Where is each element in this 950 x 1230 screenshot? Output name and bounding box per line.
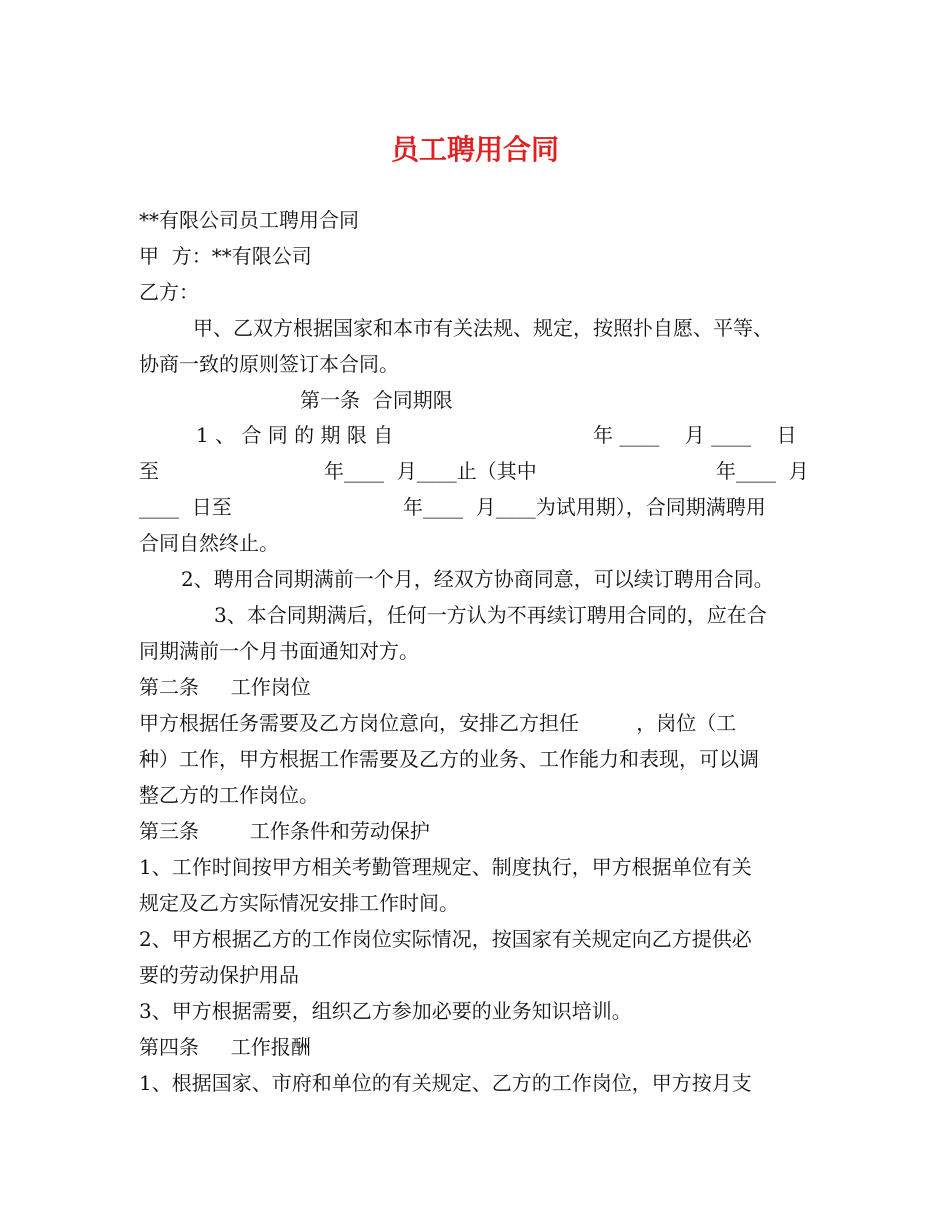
article-2-line-3: 整乙方的工作岗位。 xyxy=(139,783,319,807)
renewal-clause: 2、聘用合同期满前一个月，经双方协商同意，可以续订聘用合同。 xyxy=(181,567,774,591)
preamble-line-2: 协商一致的原则签订本合同。 xyxy=(139,352,399,376)
term-line-1-start: 1 、 合 同 的 期 限 自 xyxy=(196,423,394,447)
non-renewal-clause-2: 同期满前一个月书面通知对方。 xyxy=(139,639,419,663)
document-title: 员工聘用合同 xyxy=(390,133,559,166)
preamble-line-1: 甲、乙双方根据国家和本市有关法规、规定，按照扑自愿、平等、 xyxy=(193,316,773,340)
article-2-line-2: 种）工作，甲方根据工作需要及乙方的业务、工作能力和表现，可以调 xyxy=(139,747,759,771)
party-b-line: 乙方： xyxy=(139,280,199,304)
term-line-2-date: 年____ 月____止（其中 xyxy=(324,459,537,483)
article-3-item-1-line-1: 1、工作时间按甲方相关考勤管理规定、制度执行，甲方根据单位有关 xyxy=(139,855,752,879)
article-3-item-2-line-1: 2、甲方根据乙方的工作岗位实际情况，按国家有关规定向乙方提供必 xyxy=(139,927,752,951)
term-line-3-trial-end: 年____ 月____为试用期），合同期满聘用 xyxy=(403,495,766,519)
article-4-item-1-line-1: 1、根据国家、市府和单位的有关规定、乙方的工作岗位，甲方按月支 xyxy=(139,1071,752,1095)
article-3-item-3: 3、甲方根据需要，组织乙方参加必要的业务知识培训。 xyxy=(139,999,632,1023)
party-a-line: 甲 方：**有限公司 xyxy=(139,244,312,268)
term-line-2-trial-start: 年____ 月 xyxy=(716,459,809,483)
term-line-2-to: 至 xyxy=(139,459,159,483)
article-2-heading: 第二条 工作岗位 xyxy=(139,675,311,699)
article-3-heading: 第三条 工作条件和劳动保护 xyxy=(139,819,430,843)
company-contract-heading: **有限公司员工聘用合同 xyxy=(139,208,359,232)
article-3-item-2-line-2: 要的劳动保护用品 xyxy=(139,963,299,987)
term-line-3-day: ____ 日至 xyxy=(139,495,232,519)
article-3-item-1-line-2: 规定及乙方实际情况安排工作时间。 xyxy=(139,891,459,915)
term-line-4: 合同自然终止。 xyxy=(139,531,279,555)
article-1-heading: 第一条 合同期限 xyxy=(300,388,453,412)
article-2-line-1: 甲方根据任务需要及乙方岗位意向，安排乙方担任 ，岗位（工 xyxy=(139,711,737,735)
non-renewal-clause-1: 3、本合同期满后，任何一方认为不再续订聘用合同的，应在合 xyxy=(214,603,767,627)
term-line-1-date: 年 ____ 月 ____ 日 xyxy=(593,423,797,447)
article-4-heading: 第四条 工作报酬 xyxy=(139,1035,311,1059)
